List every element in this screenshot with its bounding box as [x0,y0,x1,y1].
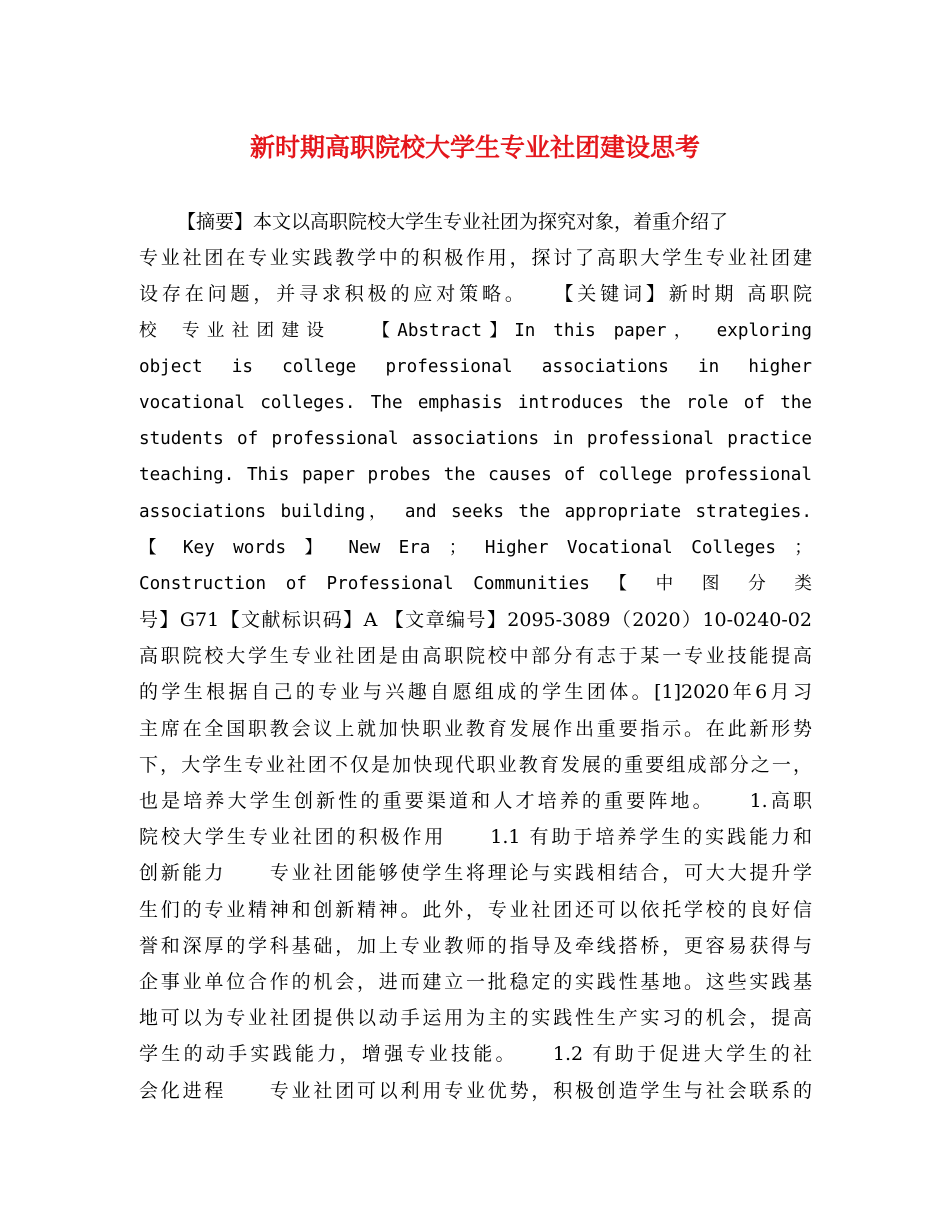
body-line-6: vocational colleges. The emphasis introduces the role of the [139,392,812,413]
body-line-12: 号】G71【文献标识码】A 【文章编号】2095-3089（2020）10-0240-02 [139,609,812,632]
document-title: 新时期高职院校大学生专业社团建设思考 [249,133,700,162]
body-line-15: 主席在全国职教会议上就加快职业教育发展作出重要指示。在此新形势 [139,717,812,740]
body-line-18: 院校大学生专业社团的积极作用 1.1 有助于培养学生的实践能力和 [139,826,812,849]
body-line-23: 地可以为专业社团提供以动手运用为主的实践性生产实习的机会，提高 [139,1007,812,1030]
body-line-16: 下，大学生专业社团不仅是加快现代职业教育发展的重要组成部分之一， [139,753,812,776]
body-line-19: 创新能力 专业社团能够使学生将理论与实践相结合，可大大提升学 [139,862,812,885]
body-line-17: 也是培养大学生创新性的重要渠道和人才培养的重要阵地。 1.高职 [139,790,812,812]
body-line-10: 【 Key words 】 New Era ； Higher Vocational Colleges ； [139,537,812,558]
body-line-text: 【摘要】本文以高职院校大学生专业社团为探究对象，着重介绍了 [177,211,729,233]
body-line-1 [139,204,812,240]
body-line-7: students of professional associations in professional practice [139,429,812,450]
body-line-21: 誉和深厚的学科基础，加上专业教师的指导及牵线搭桥，更容易获得与 [139,934,812,957]
body-line-13: 高职院校大学生专业社团是由高职院校中部分有志于某一专业技能提高 [139,645,812,668]
body-line-20: 生们的专业精神和创新精神。此外，专业社团还可以依托学校的良好信 [139,898,812,921]
body-line-24: 学生的动手实践能力，增强专业技能。 1.2 有助于促进大学生的社 [139,1043,812,1066]
body-line-5: object is college professional associations in higher [139,356,812,377]
body-line-2: 专业社团在专业实践教学中的积极作用，探讨了高职大学生专业社团建 [139,247,812,270]
body-line-8: teaching. This paper probes the causes of college professional [139,465,812,486]
body-line-4: 校 专业社团建设 【Abstract】In this paper， exploring [139,320,812,341]
body-line-11: Construction of Professional Communities 【 中 图 分 类 [139,573,812,594]
body-line-9: associations building， and seeks the appropriate strategies. [139,501,812,522]
body-line-3: 设存在问题，并寻求积极的应对策略。 【关键词】新时期 高职院 [139,283,812,306]
body-line-22: 企事业单位合作的机会，进而建立一批稳定的实践性基地。这些实践基 [139,970,812,993]
body-line-25: 会化进程 专业社团可以利用专业优势，积极创造学生与社会联系的 [139,1079,812,1102]
document-body [139,204,812,1109]
body-line-14: 的学生根据自己的专业与兴趣自愿组成的学生团体。[1]2020年6月习 [139,681,812,704]
